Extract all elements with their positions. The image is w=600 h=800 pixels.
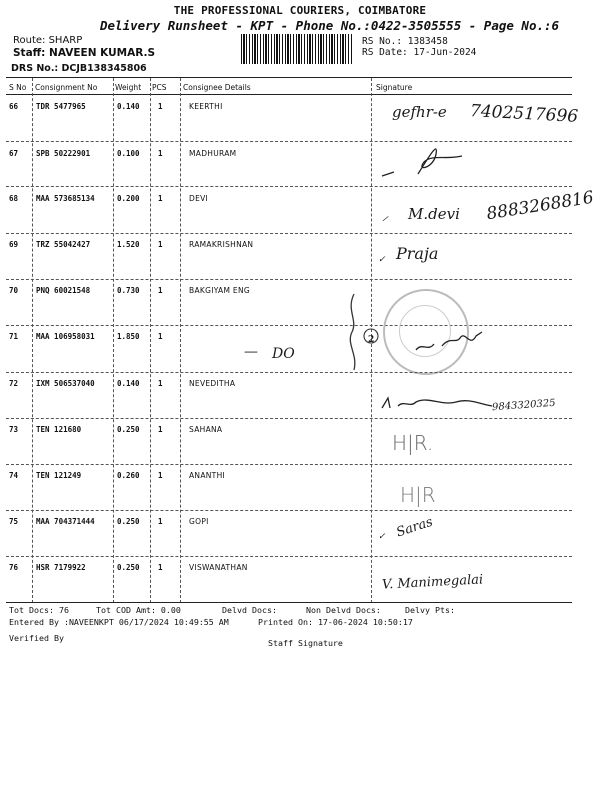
row-pcs: 1 xyxy=(158,332,163,341)
bracket-annotation xyxy=(340,290,380,375)
row-weight: 0.200 xyxy=(117,194,140,203)
column-divider xyxy=(32,78,33,603)
row-sno: 70 xyxy=(9,286,19,295)
row-signature: M.devi xyxy=(408,205,460,223)
total-cod-amount: Tot COD Amt: 0.00 xyxy=(96,605,181,615)
row-consignee: NEVEDITHA xyxy=(189,379,236,388)
row-divider xyxy=(6,233,572,234)
column-divider xyxy=(180,78,181,603)
delivery-points: Delvy Pts: xyxy=(405,605,455,615)
row-consignee: KEERTHI xyxy=(189,102,223,111)
row-weight: 0.250 xyxy=(117,563,140,572)
row-sno: 66 xyxy=(9,102,19,111)
row-pcs: 1 xyxy=(158,240,163,249)
row-consignee: GOPI xyxy=(189,517,209,526)
tick-mark: ⸝ xyxy=(382,209,389,224)
printed-on: Printed On: 17-06-2024 10:50:17 xyxy=(258,617,413,627)
table-bottom-rule xyxy=(6,602,572,603)
row-consignment: TRZ 55042427 xyxy=(36,240,91,249)
delivered-docs: Delvd Docs: xyxy=(222,605,277,615)
row-weight: 0.730 xyxy=(117,286,140,295)
row-consignment: SPB 50222901 xyxy=(36,149,91,158)
row-divider xyxy=(6,464,572,465)
row-weight: 0.250 xyxy=(117,517,140,526)
row-divider xyxy=(6,372,572,373)
row-sno: 73 xyxy=(9,425,19,434)
row-divider xyxy=(6,279,572,280)
tick-mark: ✓ xyxy=(378,255,386,265)
signature-phone: 8883268816 xyxy=(485,187,596,225)
row-weight: 0.140 xyxy=(117,102,140,111)
column-divider xyxy=(113,78,114,603)
row-consignee: DEVI xyxy=(189,194,209,203)
row-consignment: MAA 573685134 xyxy=(36,194,95,203)
ditto-mark: DO xyxy=(272,346,295,362)
row-signature: H|R. xyxy=(392,431,434,455)
row-pcs: 1 xyxy=(158,471,163,480)
column-divider xyxy=(150,78,151,603)
row-sno: 71 xyxy=(9,332,19,341)
row-sno: 67 xyxy=(9,149,19,158)
row-consignment: TEN 121249 xyxy=(36,471,82,480)
row-pcs: 1 xyxy=(158,149,163,158)
row-sno: 74 xyxy=(9,471,19,480)
row-consignment: MAA 704371444 xyxy=(36,517,95,526)
row-signature: Saras xyxy=(394,514,435,541)
header-bottom-rule xyxy=(6,94,572,95)
row-sno: 75 xyxy=(9,517,19,526)
tick-mark: ✓ xyxy=(378,532,386,542)
row-consignee: MADHURAM xyxy=(189,149,237,158)
row-consignment: HSR 7179922 xyxy=(36,563,86,572)
col-header-sno: S No xyxy=(9,83,27,92)
row-divider xyxy=(6,186,572,187)
row-consignee: ANANTHI xyxy=(189,471,226,480)
row-pcs: 1 xyxy=(158,425,163,434)
row-consignee: SAHANA xyxy=(189,425,223,434)
row-weight: 0.140 xyxy=(117,379,140,388)
row-consignment: IXM 506537040 xyxy=(36,379,95,388)
verified-by: Verified By xyxy=(9,633,64,643)
row-weight: 1.520 xyxy=(117,240,140,249)
row-sno: 69 xyxy=(9,240,19,249)
col-header-consignment: Consignment No xyxy=(35,83,98,92)
row-divider xyxy=(6,141,572,142)
handwritten-signature xyxy=(410,318,490,358)
runsheet-title: Delivery Runsheet - KPT - Phone No.:0422-3505555 - Page No.:6 xyxy=(100,18,560,33)
entered-by: Entered By :NAVEENKPT 06/17/2024 10:49:55 AM xyxy=(9,617,229,627)
row-divider xyxy=(6,510,572,511)
row-weight: 1.850 xyxy=(117,332,140,341)
row-pcs: 1 xyxy=(158,102,163,111)
row-consignment: MAA 106958031 xyxy=(36,332,95,341)
col-header-pcs: PCS xyxy=(152,83,167,92)
ditto-dash: — xyxy=(244,344,258,360)
staff-label: Staff: NAVEEN KUMAR.S xyxy=(13,47,156,59)
row-sno: 72 xyxy=(9,379,19,388)
row-signature: H|R xyxy=(400,483,436,507)
row-pcs: 1 xyxy=(158,563,163,572)
col-header-weight: Weight xyxy=(115,83,142,92)
row-pcs: 1 xyxy=(158,194,163,203)
row-consignment: PNQ 60021548 xyxy=(36,286,91,295)
row-pcs: 1 xyxy=(158,286,163,295)
row-sno: 68 xyxy=(9,194,19,203)
bracket-number: 2 xyxy=(368,335,375,345)
col-header-signature: Signature xyxy=(376,83,413,92)
row-weight: 0.100 xyxy=(117,149,140,158)
row-consignee: VISWANATHAN xyxy=(189,563,248,572)
handwritten-signature xyxy=(376,138,471,183)
route-label: Route: SHARP xyxy=(13,35,83,46)
row-signature: V. Manimegalai xyxy=(381,572,484,593)
table-top-rule xyxy=(6,77,572,78)
row-divider xyxy=(6,556,572,557)
non-delivered-docs: Non Delvd Docs: xyxy=(306,605,381,615)
rs-date: RS Date: 17-Jun-2024 xyxy=(362,47,477,58)
row-consignment: TEN 121680 xyxy=(36,425,82,434)
row-consignee: BAKGIYAM ENG xyxy=(189,286,250,295)
rs-number: RS No.: 1383458 xyxy=(362,36,448,47)
row-pcs: 1 xyxy=(158,517,163,526)
signature-phone: 9843320325 xyxy=(491,397,556,414)
signature-phone: 7402517696 xyxy=(469,101,579,127)
handwritten-signature xyxy=(380,390,495,414)
row-sno: 76 xyxy=(9,563,19,572)
row-weight: 0.260 xyxy=(117,471,140,480)
total-docs: Tot Docs: 76 xyxy=(9,605,69,615)
row-weight: 0.250 xyxy=(117,425,140,434)
drs-number: DRS No.: DCJB138345806 xyxy=(11,63,147,74)
staff-signature-label: Staff Signature xyxy=(268,638,343,648)
row-consignment: TDR 5477965 xyxy=(36,102,86,111)
row-signature: Praja xyxy=(396,244,439,263)
row-pcs: 1 xyxy=(158,379,163,388)
barcode xyxy=(241,34,353,64)
col-header-consignee: Consignee Details xyxy=(183,83,251,92)
row-signature: gefhr-e xyxy=(392,103,447,121)
company-name: THE PROFESSIONAL COURIERS, COIMBATORE xyxy=(173,4,427,17)
row-consignee: RAMAKRISHNAN xyxy=(189,240,254,249)
row-divider xyxy=(6,418,572,419)
